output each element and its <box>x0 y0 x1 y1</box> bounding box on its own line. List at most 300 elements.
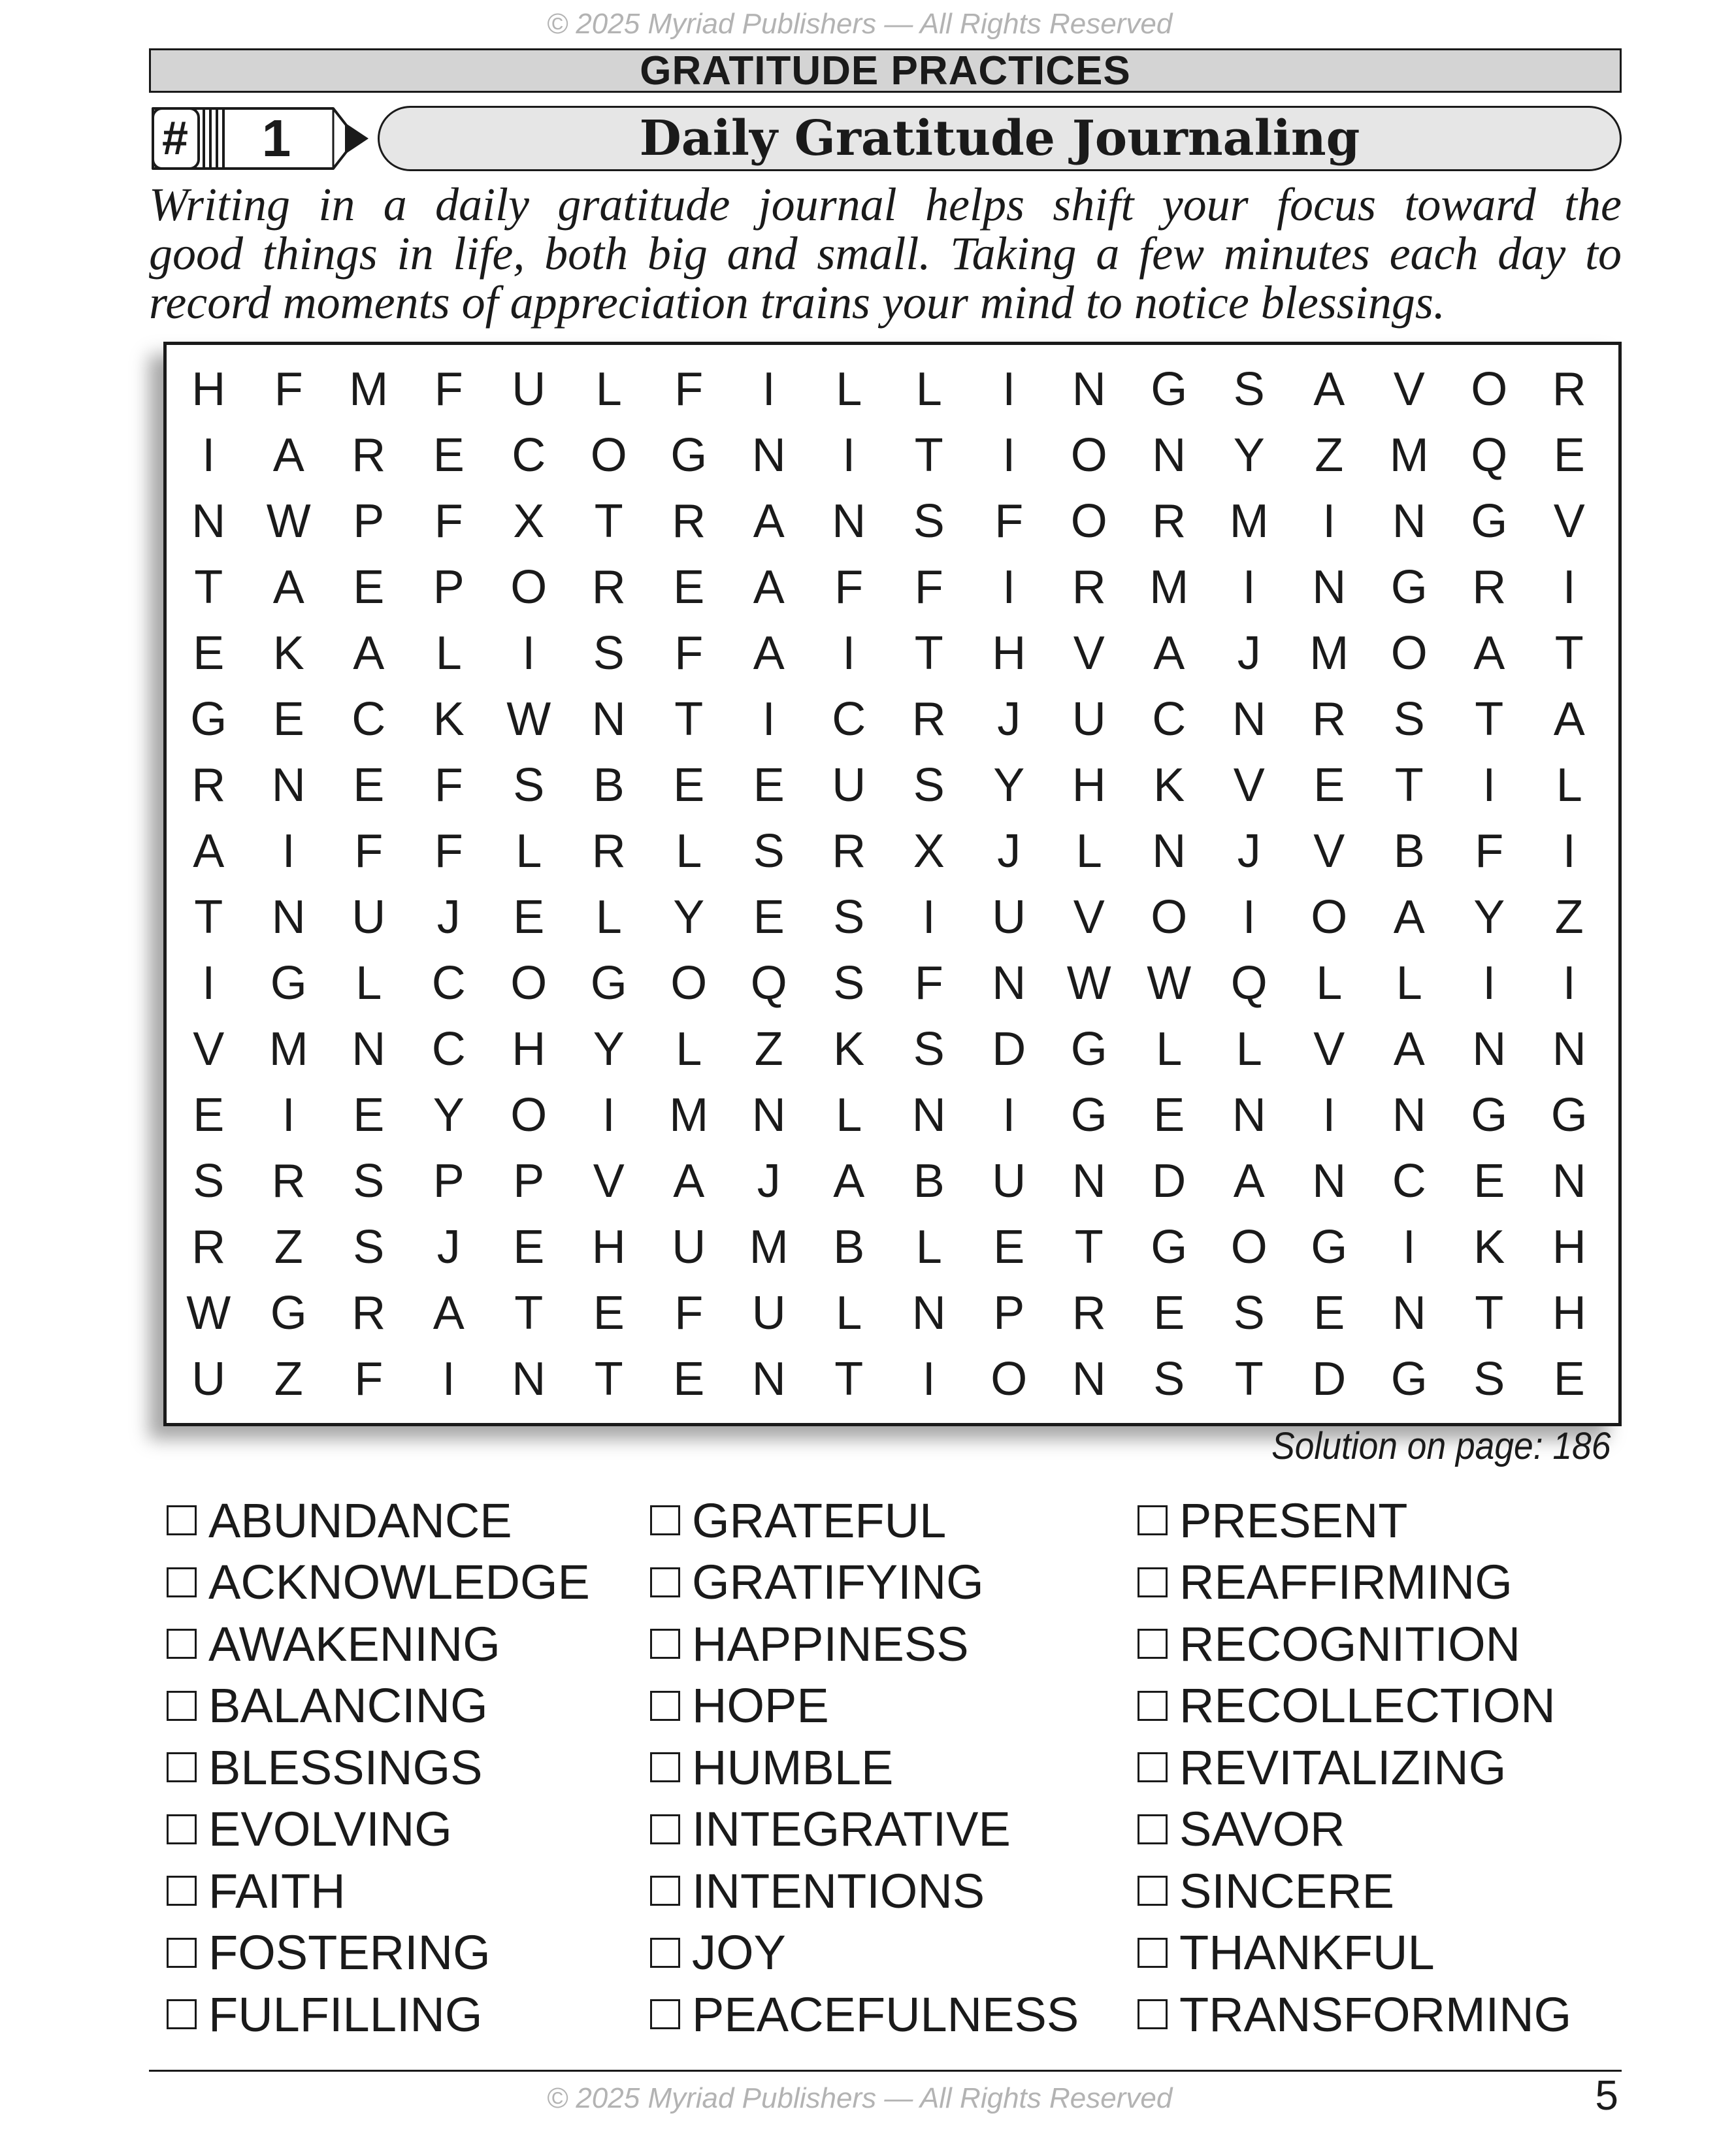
word-checkbox[interactable] <box>650 1505 680 1535</box>
grid-letter[interactable]: O <box>1471 363 1508 416</box>
grid-letter[interactable]: F <box>674 363 704 416</box>
grid-letter[interactable]: F <box>434 759 463 811</box>
word-checkbox[interactable] <box>1138 1505 1168 1535</box>
grid-letter[interactable]: R <box>591 825 626 877</box>
grid-letter[interactable]: S <box>1233 363 1265 416</box>
grid-letter[interactable]: E <box>193 627 225 679</box>
grid-letter[interactable]: R <box>271 1155 306 1207</box>
grid-letter[interactable]: Z <box>1554 891 1584 943</box>
grid-letter[interactable]: E <box>1473 1155 1505 1207</box>
grid-letter[interactable]: O <box>510 957 548 1009</box>
grid-letter[interactable]: E <box>1153 1287 1185 1339</box>
grid-letter[interactable]: T <box>1554 627 1584 679</box>
word-checkbox[interactable] <box>167 1876 197 1906</box>
grid-letter[interactable]: U <box>512 363 546 416</box>
grid-letter[interactable]: C <box>1152 693 1187 745</box>
grid-letter[interactable]: A <box>353 627 385 679</box>
grid-letter[interactable]: T <box>914 627 943 679</box>
grid-letter[interactable]: V <box>1393 363 1425 416</box>
grid-letter[interactable]: R <box>191 1221 226 1273</box>
grid-letter[interactable]: G <box>1550 1089 1588 1141</box>
grid-letter[interactable]: N <box>1152 429 1187 482</box>
grid-letter[interactable]: F <box>914 957 943 1009</box>
grid-letter[interactable]: N <box>911 1089 946 1141</box>
grid-letter[interactable]: P <box>513 1155 545 1207</box>
grid-letter[interactable]: V <box>1073 627 1105 679</box>
grid-letter[interactable]: M <box>1389 429 1429 482</box>
grid-letter[interactable]: A <box>1473 627 1505 679</box>
grid-letter[interactable]: R <box>1552 363 1586 416</box>
grid-letter[interactable]: L <box>915 1221 942 1273</box>
grid-letter[interactable]: E <box>593 1287 625 1339</box>
grid-letter[interactable]: I <box>762 693 776 745</box>
grid-letter[interactable]: N <box>1312 1155 1347 1207</box>
grid-letter[interactable]: E <box>353 759 385 811</box>
grid-letter[interactable]: N <box>751 429 786 482</box>
grid-letter[interactable]: R <box>672 495 706 547</box>
grid-letter[interactable]: E <box>673 1353 705 1405</box>
grid-letter[interactable]: M <box>669 1089 709 1141</box>
grid-letter[interactable]: M <box>749 1221 789 1273</box>
grid-letter[interactable]: N <box>271 891 306 943</box>
grid-letter[interactable]: R <box>352 429 386 482</box>
grid-letter[interactable]: F <box>994 495 1024 547</box>
grid-letter[interactable]: S <box>833 891 865 943</box>
grid-letter[interactable]: N <box>1232 693 1266 745</box>
grid-letter[interactable]: I <box>202 957 216 1009</box>
grid-letter[interactable]: R <box>352 1287 386 1339</box>
grid-letter[interactable]: S <box>913 759 945 811</box>
grid-letter[interactable]: E <box>272 693 304 745</box>
grid-letter[interactable]: M <box>1229 495 1269 547</box>
grid-letter[interactable]: I <box>202 429 216 482</box>
word-checkbox[interactable] <box>167 1505 197 1535</box>
grid-letter[interactable]: U <box>832 759 866 811</box>
word-checkbox[interactable] <box>1138 1938 1168 1968</box>
grid-letter[interactable]: M <box>1149 561 1189 613</box>
grid-letter[interactable]: I <box>1002 1089 1016 1141</box>
grid-letter[interactable]: X <box>913 825 945 877</box>
grid-letter[interactable]: G <box>270 1287 307 1339</box>
grid-letter[interactable]: E <box>673 759 705 811</box>
grid-letter[interactable]: F <box>674 1287 704 1339</box>
grid-letter[interactable]: Z <box>754 1023 783 1075</box>
grid-letter[interactable]: S <box>1393 693 1425 745</box>
grid-letter[interactable]: K <box>272 627 304 679</box>
grid-letter[interactable]: A <box>1393 891 1425 943</box>
grid-letter[interactable]: L <box>435 627 462 679</box>
grid-letter[interactable]: I <box>1562 957 1576 1009</box>
grid-letter[interactable]: D <box>1312 1353 1347 1405</box>
grid-letter[interactable]: G <box>670 429 708 482</box>
grid-letter[interactable]: V <box>1313 1023 1345 1075</box>
grid-letter[interactable]: A <box>753 627 785 679</box>
grid-letter[interactable]: R <box>1472 561 1507 613</box>
grid-letter[interactable]: I <box>1002 363 1016 416</box>
grid-letter[interactable]: A <box>753 561 785 613</box>
word-checkbox[interactable] <box>650 1938 680 1968</box>
grid-letter[interactable]: Q <box>750 957 787 1009</box>
grid-letter[interactable]: P <box>433 1155 465 1207</box>
grid-letter[interactable]: E <box>433 429 465 482</box>
grid-letter[interactable]: T <box>1475 693 1504 745</box>
grid-letter[interactable]: D <box>1152 1155 1187 1207</box>
grid-letter[interactable]: L <box>516 825 542 877</box>
grid-letter[interactable]: O <box>1070 429 1107 482</box>
word-checkbox[interactable] <box>167 1567 197 1597</box>
grid-letter[interactable]: S <box>353 1221 385 1273</box>
grid-letter[interactable]: Y <box>593 1023 625 1075</box>
grid-letter[interactable]: T <box>594 495 623 547</box>
grid-letter[interactable]: A <box>272 561 304 613</box>
grid-letter[interactable]: N <box>911 1287 946 1339</box>
word-checkbox[interactable] <box>1138 1629 1168 1659</box>
grid-letter[interactable]: P <box>433 561 465 613</box>
grid-letter[interactable]: I <box>282 825 295 877</box>
grid-letter[interactable]: T <box>1394 759 1424 811</box>
grid-letter[interactable]: S <box>913 495 945 547</box>
grid-letter[interactable]: B <box>833 1221 865 1273</box>
word-checkbox[interactable] <box>1138 1999 1168 2029</box>
grid-letter[interactable]: E <box>1313 759 1345 811</box>
word-checkbox[interactable] <box>167 1938 197 1968</box>
grid-letter[interactable]: X <box>513 495 545 547</box>
grid-letter[interactable]: H <box>1552 1221 1586 1273</box>
grid-letter[interactable]: A <box>1313 363 1345 416</box>
grid-letter[interactable]: O <box>510 1089 548 1141</box>
grid-letter[interactable]: V <box>593 1155 625 1207</box>
grid-letter[interactable]: U <box>191 1353 226 1405</box>
grid-letter[interactable]: N <box>191 495 226 547</box>
grid-letter[interactable]: E <box>353 1089 385 1141</box>
grid-letter[interactable]: N <box>271 759 306 811</box>
grid-letter[interactable]: R <box>191 759 226 811</box>
grid-letter[interactable]: L <box>1556 759 1582 811</box>
grid-letter[interactable]: I <box>282 1089 295 1141</box>
grid-letter[interactable]: G <box>1471 1089 1508 1141</box>
word-checkbox[interactable] <box>650 1567 680 1597</box>
grid-letter[interactable]: O <box>1311 891 1348 943</box>
grid-letter[interactable]: F <box>434 363 463 416</box>
grid-letter[interactable]: L <box>676 825 702 877</box>
grid-letter[interactable]: U <box>992 891 1026 943</box>
grid-letter[interactable]: I <box>1562 561 1576 613</box>
grid-letter[interactable]: T <box>834 1353 864 1405</box>
grid-letter[interactable]: R <box>1152 495 1187 547</box>
grid-letter[interactable]: C <box>1392 1155 1426 1207</box>
grid-letter[interactable]: N <box>1552 1023 1586 1075</box>
grid-letter[interactable]: Y <box>1473 891 1505 943</box>
grid-letter[interactable]: L <box>836 1089 862 1141</box>
grid-letter[interactable]: Y <box>433 1089 465 1141</box>
grid-letter[interactable]: B <box>913 1155 945 1207</box>
word-checkbox[interactable] <box>650 1814 680 1844</box>
grid-letter[interactable]: S <box>593 627 625 679</box>
grid-letter[interactable]: S <box>753 825 785 877</box>
grid-letter[interactable]: V <box>1553 495 1585 547</box>
grid-letter[interactable]: W <box>1147 957 1192 1009</box>
grid-letter[interactable]: L <box>836 1287 862 1339</box>
grid-letter[interactable]: N <box>1392 1089 1426 1141</box>
grid-letter[interactable]: K <box>833 1023 865 1075</box>
grid-letter[interactable]: L <box>1075 825 1102 877</box>
grid-letter[interactable]: S <box>913 1023 945 1075</box>
grid-letter[interactable]: S <box>1153 1353 1185 1405</box>
grid-letter[interactable]: U <box>1072 693 1106 745</box>
word-checkbox[interactable] <box>650 1629 680 1659</box>
grid-letter[interactable]: A <box>673 1155 705 1207</box>
grid-letter[interactable]: C <box>352 693 386 745</box>
grid-letter[interactable]: C <box>431 1023 466 1075</box>
grid-letter[interactable]: J <box>436 891 461 943</box>
grid-letter[interactable]: U <box>352 891 386 943</box>
grid-letter[interactable]: I <box>1562 825 1576 877</box>
grid-letter[interactable]: S <box>1233 1287 1265 1339</box>
grid-letter[interactable]: F <box>434 825 463 877</box>
word-checkbox[interactable] <box>167 1691 197 1721</box>
grid-letter[interactable]: H <box>191 363 226 416</box>
grid-letter[interactable]: F <box>674 627 704 679</box>
grid-letter[interactable]: V <box>1313 825 1345 877</box>
grid-letter[interactable]: E <box>193 1089 225 1141</box>
grid-letter[interactable]: A <box>833 1155 865 1207</box>
grid-letter[interactable]: G <box>1151 363 1188 416</box>
grid-letter[interactable]: L <box>676 1023 702 1075</box>
grid-letter[interactable]: N <box>992 957 1026 1009</box>
word-checkbox[interactable] <box>650 1876 680 1906</box>
word-checkbox[interactable] <box>167 1629 197 1659</box>
grid-letter[interactable]: T <box>1074 1221 1104 1273</box>
word-checkbox[interactable] <box>650 1752 680 1782</box>
grid-letter[interactable]: I <box>762 363 776 416</box>
grid-letter[interactable]: C <box>431 957 466 1009</box>
grid-letter[interactable]: N <box>1072 1353 1106 1405</box>
grid-letter[interactable]: J <box>1237 825 1261 877</box>
grid-letter[interactable]: G <box>1471 495 1508 547</box>
grid-letter[interactable]: L <box>595 891 622 943</box>
grid-letter[interactable]: I <box>922 1353 936 1405</box>
grid-letter[interactable]: L <box>1156 1023 1183 1075</box>
grid-letter[interactable]: O <box>590 429 627 482</box>
grid-letter[interactable]: M <box>349 363 389 416</box>
grid-letter[interactable]: V <box>1073 891 1105 943</box>
grid-letter[interactable]: I <box>1002 429 1016 482</box>
grid-letter[interactable]: E <box>673 561 705 613</box>
grid-letter[interactable]: B <box>1393 825 1425 877</box>
grid-letter[interactable]: N <box>1392 495 1426 547</box>
grid-letter[interactable]: O <box>1230 1221 1268 1273</box>
grid-letter[interactable]: D <box>992 1023 1026 1075</box>
grid-letter[interactable]: L <box>595 363 622 416</box>
grid-letter[interactable]: U <box>992 1155 1026 1207</box>
grid-letter[interactable]: O <box>990 1353 1028 1405</box>
grid-letter[interactable]: M <box>1309 627 1349 679</box>
grid-letter[interactable]: I <box>442 1353 455 1405</box>
grid-letter[interactable]: L <box>1396 957 1422 1009</box>
grid-letter[interactable]: O <box>510 561 548 613</box>
grid-letter[interactable]: G <box>270 957 307 1009</box>
grid-letter[interactable]: E <box>513 1221 545 1273</box>
grid-letter[interactable]: Z <box>274 1221 303 1273</box>
word-checkbox[interactable] <box>650 1999 680 2029</box>
grid-letter[interactable]: N <box>1072 363 1106 416</box>
grid-letter[interactable]: G <box>1311 1221 1348 1273</box>
grid-letter[interactable]: S <box>833 957 865 1009</box>
grid-letter[interactable]: R <box>1072 1287 1106 1339</box>
grid-letter[interactable]: I <box>522 627 536 679</box>
word-checkbox[interactable] <box>1138 1567 1168 1597</box>
grid-letter[interactable]: A <box>753 495 785 547</box>
grid-letter[interactable]: T <box>194 561 223 613</box>
grid-letter[interactable]: S <box>353 1155 385 1207</box>
grid-letter[interactable]: F <box>834 561 864 613</box>
grid-letter[interactable]: N <box>1232 1089 1266 1141</box>
grid-letter[interactable]: F <box>1475 825 1504 877</box>
grid-letter[interactable]: I <box>922 891 936 943</box>
grid-letter[interactable]: I <box>1002 561 1016 613</box>
grid-letter[interactable]: A <box>193 825 225 877</box>
grid-letter[interactable]: N <box>1152 825 1187 877</box>
grid-letter[interactable]: N <box>751 1353 786 1405</box>
grid-letter[interactable]: T <box>1234 1353 1264 1405</box>
grid-letter[interactable]: E <box>353 561 385 613</box>
grid-letter[interactable]: G <box>1390 1353 1428 1405</box>
word-checkbox[interactable] <box>1138 1691 1168 1721</box>
grid-letter[interactable]: N <box>1072 1155 1106 1207</box>
grid-letter[interactable]: R <box>1072 561 1106 613</box>
grid-letter[interactable]: Y <box>673 891 705 943</box>
grid-letter[interactable]: T <box>594 1353 623 1405</box>
grid-letter[interactable]: A <box>433 1287 465 1339</box>
grid-letter[interactable]: W <box>1066 957 1111 1009</box>
grid-letter[interactable]: I <box>1322 495 1336 547</box>
grid-letter[interactable]: V <box>1233 759 1265 811</box>
grid-letter[interactable]: E <box>753 759 785 811</box>
grid-letter[interactable]: L <box>355 957 382 1009</box>
grid-letter[interactable]: G <box>590 957 627 1009</box>
grid-letter[interactable]: F <box>434 495 463 547</box>
grid-letter[interactable]: O <box>670 957 708 1009</box>
grid-letter[interactable]: T <box>1475 1287 1504 1339</box>
grid-letter[interactable]: K <box>1473 1221 1505 1273</box>
grid-letter[interactable]: L <box>1236 1023 1262 1075</box>
grid-letter[interactable]: F <box>354 1353 384 1405</box>
grid-letter[interactable]: F <box>914 561 943 613</box>
grid-letter[interactable]: N <box>591 693 626 745</box>
word-checkbox[interactable] <box>167 1999 197 2029</box>
grid-letter[interactable]: A <box>1553 693 1585 745</box>
grid-letter[interactable]: Q <box>1230 957 1268 1009</box>
grid-letter[interactable]: G <box>1070 1089 1107 1141</box>
grid-letter[interactable]: N <box>1552 1155 1586 1207</box>
grid-letter[interactable]: Y <box>993 759 1025 811</box>
grid-letter[interactable]: G <box>1151 1221 1188 1273</box>
grid-letter[interactable]: G <box>1390 561 1428 613</box>
grid-letter[interactable]: J <box>997 693 1021 745</box>
word-checkbox[interactable] <box>167 1814 197 1844</box>
grid-letter[interactable]: W <box>266 495 311 547</box>
word-checkbox[interactable] <box>1138 1876 1168 1906</box>
grid-letter[interactable]: M <box>269 1023 308 1075</box>
grid-letter[interactable]: N <box>832 495 866 547</box>
grid-letter[interactable]: Z <box>274 1353 303 1405</box>
word-checkbox[interactable] <box>650 1691 680 1721</box>
grid-letter[interactable]: I <box>1322 1089 1336 1141</box>
grid-letter[interactable]: N <box>512 1353 546 1405</box>
grid-letter[interactable]: K <box>433 693 465 745</box>
grid-letter[interactable]: I <box>842 429 856 482</box>
grid-letter[interactable]: A <box>1393 1023 1425 1075</box>
grid-letter[interactable]: E <box>1553 1353 1585 1405</box>
grid-letter[interactable]: R <box>591 561 626 613</box>
grid-letter[interactable]: V <box>193 1023 225 1075</box>
grid-letter[interactable]: N <box>1472 1023 1507 1075</box>
grid-letter[interactable]: U <box>672 1221 706 1273</box>
grid-letter[interactable]: L <box>915 363 942 416</box>
grid-letter[interactable]: P <box>993 1287 1025 1339</box>
grid-letter[interactable]: A <box>1153 627 1185 679</box>
grid-letter[interactable]: E <box>753 891 785 943</box>
grid-letter[interactable]: C <box>512 429 546 482</box>
grid-letter[interactable]: E <box>993 1221 1025 1273</box>
grid-letter[interactable]: K <box>1153 759 1185 811</box>
grid-letter[interactable]: W <box>186 1287 231 1339</box>
grid-letter[interactable]: A <box>1233 1155 1265 1207</box>
grid-letter[interactable]: L <box>836 363 862 416</box>
grid-letter[interactable]: I <box>842 627 856 679</box>
grid-letter[interactable]: R <box>911 693 946 745</box>
grid-letter[interactable]: O <box>1151 891 1188 943</box>
grid-letter[interactable]: C <box>832 693 866 745</box>
grid-letter[interactable]: N <box>1392 1287 1426 1339</box>
grid-letter[interactable]: E <box>1153 1089 1185 1141</box>
word-checkbox[interactable] <box>1138 1752 1168 1782</box>
grid-letter[interactable]: I <box>1482 759 1496 811</box>
grid-letter[interactable]: O <box>1070 495 1107 547</box>
grid-letter[interactable]: J <box>997 825 1021 877</box>
grid-letter[interactable]: S <box>513 759 545 811</box>
grid-letter[interactable]: U <box>751 1287 786 1339</box>
grid-letter[interactable]: O <box>1390 627 1428 679</box>
grid-letter[interactable]: N <box>352 1023 386 1075</box>
grid-letter[interactable]: G <box>190 693 227 745</box>
grid-letter[interactable]: R <box>1312 693 1347 745</box>
grid-letter[interactable]: I <box>602 1089 615 1141</box>
grid-letter[interactable]: J <box>1237 627 1261 679</box>
grid-letter[interactable]: N <box>751 1089 786 1141</box>
grid-letter[interactable]: H <box>1072 759 1106 811</box>
grid-letter[interactable]: Y <box>1233 429 1265 482</box>
grid-letter[interactable]: J <box>436 1221 461 1273</box>
grid-letter[interactable]: T <box>914 429 943 482</box>
grid-letter[interactable]: Q <box>1471 429 1508 482</box>
grid-letter[interactable]: T <box>674 693 704 745</box>
grid-letter[interactable]: T <box>194 891 223 943</box>
grid-letter[interactable]: H <box>1552 1287 1586 1339</box>
grid-letter[interactable]: E <box>513 891 545 943</box>
grid-letter[interactable]: I <box>1402 1221 1416 1273</box>
grid-letter[interactable]: W <box>506 693 551 745</box>
grid-letter[interactable]: I <box>1482 957 1496 1009</box>
grid-letter[interactable]: H <box>591 1221 626 1273</box>
grid-letter[interactable]: T <box>514 1287 544 1339</box>
grid-letter[interactable]: N <box>1312 561 1347 613</box>
grid-letter[interactable]: Z <box>1315 429 1344 482</box>
word-checkbox[interactable] <box>167 1752 197 1782</box>
grid-letter[interactable]: I <box>1242 561 1256 613</box>
grid-letter[interactable]: G <box>1070 1023 1107 1075</box>
grid-letter[interactable]: S <box>193 1155 225 1207</box>
